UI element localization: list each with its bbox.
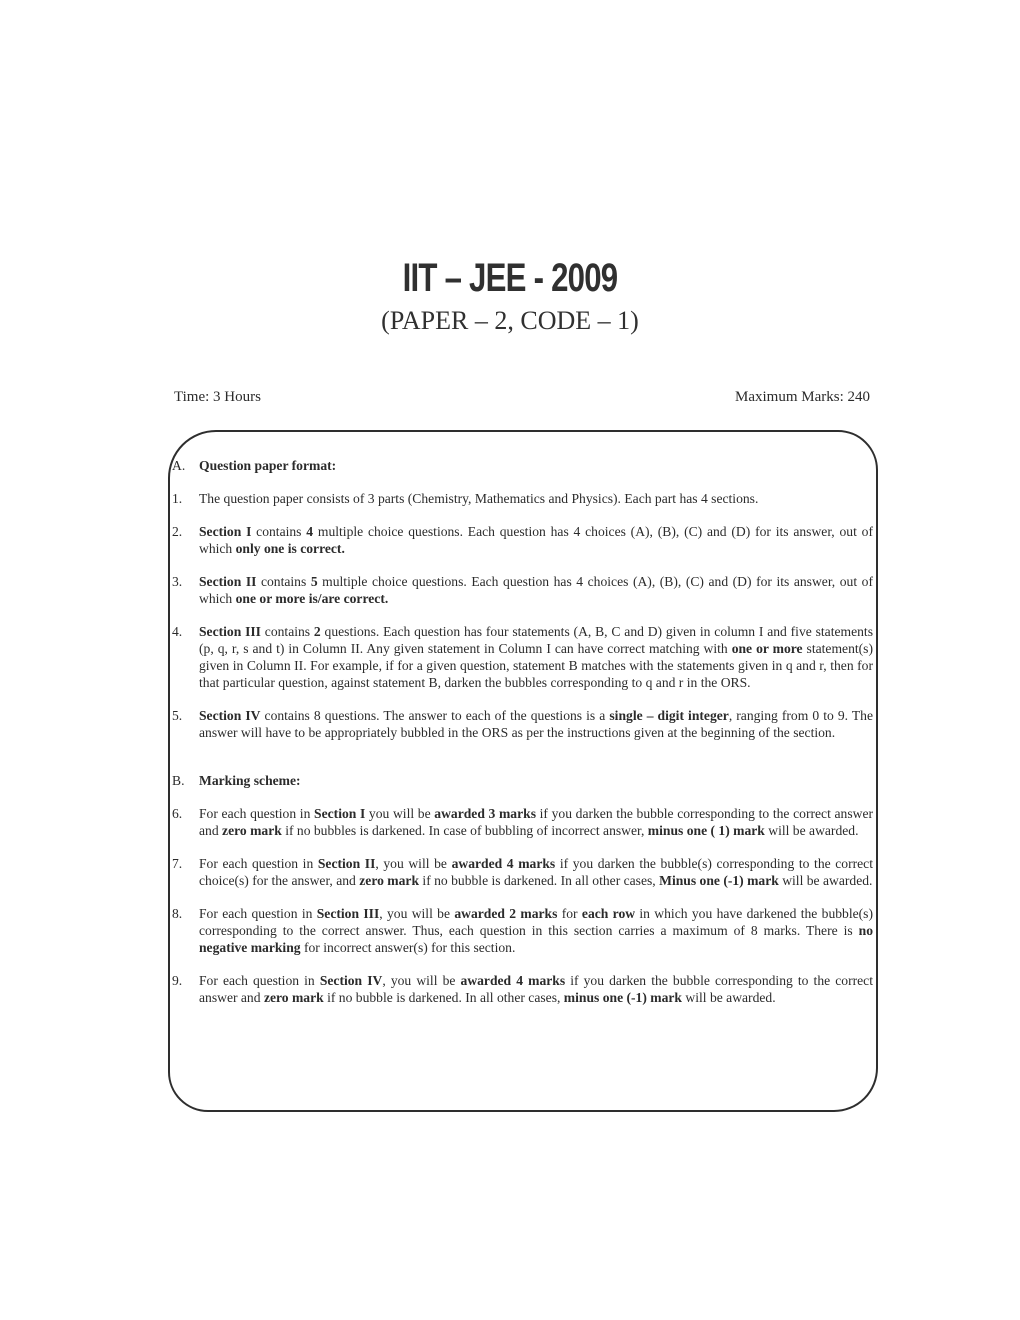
- text-run: The question paper consists of 3 parts (Chemistry, Mathematics and Physics). Each part has 4 sections.: [199, 491, 759, 506]
- text-run: will be awarded.: [764, 823, 859, 838]
- paper-code-subtitle: (PAPER – 2, CODE – 1): [381, 306, 639, 335]
- text-run: if no bubbles is darkened. In case of bubbling of incorrect answer,: [281, 823, 648, 838]
- marking-items: [172, 805, 873, 1006]
- instruction-item: [172, 855, 873, 889]
- text-run: contains: [251, 524, 307, 539]
- section-title: Marking scheme:: [199, 773, 301, 788]
- item-number: 6.: [172, 806, 183, 821]
- instruction-item: [172, 623, 873, 691]
- text-run: will be awarded.: [778, 873, 873, 888]
- item-number: 9.: [172, 973, 183, 988]
- text-run: for: [557, 906, 582, 921]
- item-text: [199, 707, 873, 741]
- bold-text-run: zero mark: [222, 823, 282, 838]
- instruction-item: [172, 490, 873, 507]
- text-run: For each question in: [199, 806, 315, 821]
- bold-text-run: minus one ( 1) mark: [647, 823, 765, 838]
- instruction-item: [172, 707, 873, 741]
- instruction-item: [172, 905, 873, 956]
- text-run: questions. Each question has four statements (A, B, C and D) given in column I and five statements (p, q, r, s and t) in Column II. Any given statement in Column I can have correct matching with: [199, 624, 873, 656]
- text-run: , you will be: [382, 973, 461, 988]
- bold-text-run: only one is correct.: [235, 541, 345, 556]
- instruction-item: [172, 573, 873, 607]
- format-items: [172, 490, 873, 741]
- section-a-heading: [172, 457, 873, 474]
- instruction-item: [172, 523, 873, 557]
- text-run: contains 8 questions. The answer to each of the questions is a: [260, 708, 610, 723]
- bold-text-run: minus one (-1) mark: [563, 990, 682, 1005]
- item-text: [199, 573, 873, 607]
- bold-text-run: Minus one (-1) mark: [659, 873, 779, 888]
- text-run: if no bubble is darkened. In all other cases,: [323, 990, 564, 1005]
- bold-text-run: awarded 4 marks: [451, 856, 556, 871]
- bold-text-run: awarded 4 marks: [460, 973, 566, 988]
- text-run: For each question in: [199, 973, 320, 988]
- text-run: statement(s) given in Column II. For example, if for a given question, statement B matches with the statements given in q and r, then for that particular question, against statement B, darken the bubbles corresponding to q and r in the ORS.: [199, 641, 873, 690]
- text-run: if you darken the bubble(s) corresponding to the correct choice(s) for the answer, and: [199, 856, 873, 888]
- bold-text-run: awarded 2 marks: [454, 906, 558, 921]
- text-run: if you darken the bubble corresponding to the correct answer and: [199, 973, 873, 1005]
- item-text: [199, 905, 873, 956]
- bold-text-run: single – digit integer: [609, 708, 729, 723]
- bold-text-run: Section II: [317, 856, 376, 871]
- item-text: [199, 490, 873, 507]
- instruction-item: [172, 972, 873, 1006]
- text-run: , ranging from 0 to 9. The answer will have to be appropriately bubbled in the ORS as per the instructions given at the beginning of the section.: [199, 708, 873, 740]
- bold-text-run: 5: [310, 574, 318, 589]
- text-run: multiple choice questions. Each question has 4 choices (A), (B), (C) and (D) for its answer, out of which: [199, 574, 873, 606]
- bold-text-run: Section II: [199, 574, 257, 589]
- item-number: 1.: [172, 491, 183, 506]
- bold-text-run: no negative marking: [199, 923, 873, 955]
- section-label: B.: [172, 773, 185, 788]
- bold-text-run: Section IV: [319, 973, 383, 988]
- item-number: 5.: [172, 708, 183, 723]
- text-run: if no bubble is darkened. In all other cases,: [419, 873, 660, 888]
- text-run: , you will be: [379, 906, 455, 921]
- bold-text-run: Section III: [199, 624, 261, 639]
- bold-text-run: awarded 3 marks: [434, 806, 536, 821]
- text-run: will be awarded.: [682, 990, 776, 1005]
- text-run: for incorrect answer(s) for this section.: [300, 940, 516, 955]
- text-run: in which you have darkened the bubble(s) corresponding to the correct answer. Thus, each question in this section carries a maximum of 8 marks. There is: [199, 906, 873, 938]
- bold-text-run: Section IV: [199, 708, 261, 723]
- text-run: For each question in: [199, 906, 317, 921]
- item-text: [199, 623, 873, 691]
- item-number: 3.: [172, 574, 183, 589]
- text-run: For each question in: [199, 856, 318, 871]
- item-number: 2.: [172, 524, 183, 539]
- bold-text-run: one or more is/are correct.: [235, 591, 389, 606]
- maximum-marks: Maximum Marks: 240: [735, 389, 870, 405]
- time-duration: Time: 3 Hours: [174, 389, 261, 405]
- bold-text-run: Section III: [316, 906, 380, 921]
- item-number: 8.: [172, 906, 183, 921]
- item-text: [199, 523, 873, 557]
- bold-text-run: 4: [306, 524, 314, 539]
- bold-text-run: 2: [313, 624, 321, 639]
- instruction-item: [172, 805, 873, 839]
- item-number: 7.: [172, 856, 183, 871]
- bold-text-run: zero mark: [263, 990, 324, 1005]
- item-number: 4.: [172, 624, 183, 639]
- item-text: [199, 805, 873, 839]
- text-run: contains: [256, 574, 311, 589]
- text-run: , you will be: [375, 856, 452, 871]
- instructions-content: [172, 457, 873, 1022]
- text-run: you will be: [365, 806, 435, 821]
- text-run: contains: [260, 624, 314, 639]
- bold-text-run: each row: [581, 906, 636, 921]
- bold-text-run: Section I: [314, 806, 366, 821]
- section-b-heading: [172, 772, 873, 789]
- bold-text-run: Section I: [199, 524, 252, 539]
- section-title: Question paper format:: [199, 458, 337, 473]
- item-text: [199, 972, 873, 1006]
- text-run: multiple choice questions. Each question has 4 choices (A), (B), (C) and (D) for its answer, out of which: [199, 524, 873, 556]
- item-text: [199, 855, 873, 889]
- section-label: A.: [172, 458, 186, 473]
- page-title: IIT – JEE - 2009: [402, 256, 618, 300]
- bold-text-run: zero mark: [359, 873, 420, 888]
- text-run: if you darken the bubble corresponding to the correct answer and: [199, 806, 874, 838]
- bold-text-run: one or more: [731, 641, 803, 656]
